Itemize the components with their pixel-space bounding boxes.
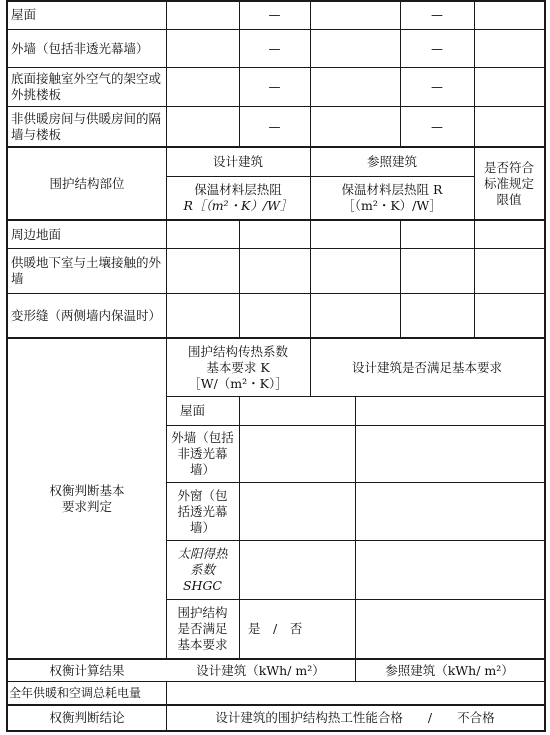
dash-mark: —: [431, 8, 443, 22]
k-header: [166, 339, 310, 396]
dash-mark: —: [268, 119, 281, 134]
tradeoff-label: [8, 339, 166, 658]
tradeoff-item-window: 外窗（包括透光幕墙）: [177, 487, 228, 535]
row-label-overhang-floor: 底面接触室外空气的架空或外挑楼板: [11, 71, 162, 102]
k-header-line3: ［W/（m²・K）］: [188, 375, 288, 391]
header-reference-building: 参照建筑: [366, 154, 417, 169]
rule: [239, 219, 240, 337]
rule: [166, 681, 167, 704]
header-design-r: [166, 177, 310, 219]
tradeoff-label-line1: 权衡判断基本: [49, 482, 125, 498]
annual-consumption-label: 全年供暖和空调总耗电量: [9, 686, 142, 700]
rule: [355, 396, 356, 658]
dash-mark: —: [268, 80, 281, 94]
dash-mark: —: [268, 41, 281, 56]
header-compliance: 是否符合标准规定限值: [483, 159, 534, 207]
row-label-perimeter-ground: 周边地面: [11, 226, 62, 242]
tradeoff-item-roof: 屋面: [180, 403, 206, 418]
yes-no-choice: 是 / 否: [248, 621, 303, 636]
rule: [400, 219, 401, 337]
header-reference-r-line1: 保温材料层热阻 R: [341, 182, 443, 197]
dash-mark: —: [431, 41, 443, 56]
row-label-basement-wall: 供暖地下室与土壤接触的外墙: [11, 255, 162, 286]
header-reference-r: [310, 177, 474, 219]
k-header-line1: 围护结构传热系数: [187, 343, 288, 359]
envelope-meets-label: 围护结构是否满足基本要求: [177, 605, 228, 652]
header-design-building: 设计建筑: [212, 154, 263, 169]
calc-design: 设计建筑（kWh/ m²）: [196, 662, 325, 678]
tradeoff-item-wall: 外墙（包括非透光幕墙）: [171, 430, 234, 477]
calc-reference: 参照建筑（kWh/ m²）: [385, 662, 514, 678]
row-label-expansion-joint: 变形缝（两侧墙内保温时）: [11, 307, 162, 323]
dash-mark: —: [431, 80, 443, 94]
rule: [6, 730, 546, 732]
dash-mark: —: [268, 8, 281, 22]
rule: [239, 396, 240, 658]
header-envelope-part: 围护结构部位: [49, 175, 125, 191]
calc-label: 权衡计算结果: [49, 662, 125, 678]
row-label-roof: 屋面: [11, 7, 37, 22]
meets-header: 设计建筑是否满足基本要求: [351, 359, 502, 375]
conclusion-text: 设计建筑的围护结构热工性能合格 / 不合格: [215, 710, 495, 725]
tradeoff-item-shgc: 太阳得热系数 SHGC: [177, 546, 228, 593]
tradeoff-label-line2: 要求判定: [61, 498, 112, 514]
k-header-line2: 基本要求 K: [206, 359, 270, 375]
header-design-r-line2: R［（m²・K）/W］: [183, 198, 293, 213]
header-reference-r-line2: ［（m²・K）/W］: [342, 198, 442, 213]
conclusion-label: 权衡判断结论: [49, 710, 125, 725]
dash-mark: —: [431, 119, 443, 134]
header-design-r-line1: 保温材料层热阻: [194, 182, 282, 197]
rule: [544, 0, 546, 732]
row-label-partition: 非供暖房间与供暖房间的隔墙与楼板: [11, 110, 162, 142]
row-label-exterior-wall: 外墙（包括非透光幕墙）: [11, 40, 149, 56]
